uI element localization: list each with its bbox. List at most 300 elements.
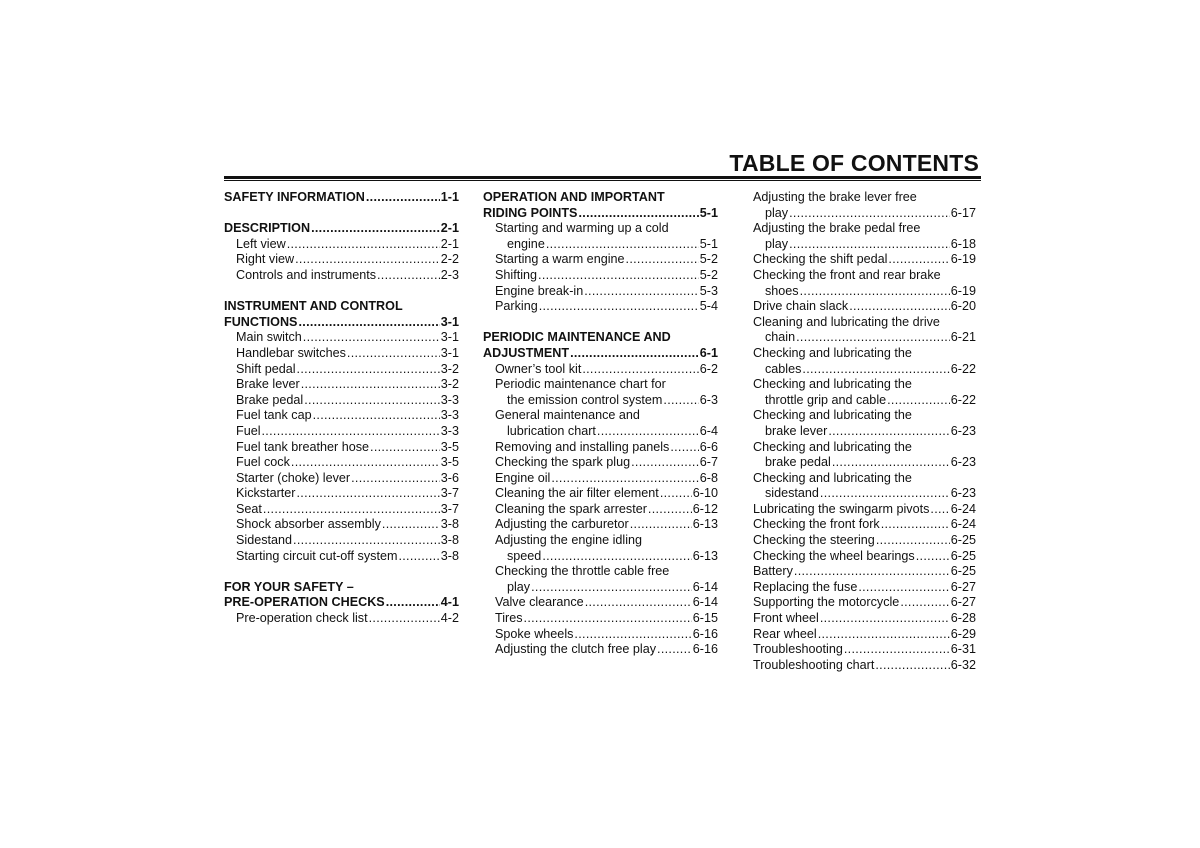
dot-leader bbox=[875, 658, 949, 674]
dot-leader bbox=[828, 424, 949, 440]
section-spacer bbox=[483, 315, 718, 331]
dot-leader bbox=[351, 471, 440, 487]
toc-page-number: 1-1 bbox=[440, 190, 459, 204]
toc-entry-title: Fuel tank breather hose bbox=[236, 439, 370, 454]
toc-page-number: 2-3 bbox=[440, 267, 459, 282]
toc-entry bbox=[753, 268, 976, 284]
toc-page-number: 6-14 bbox=[692, 579, 718, 594]
dot-leader bbox=[900, 595, 949, 611]
dot-leader bbox=[916, 549, 950, 565]
toc-section-heading bbox=[224, 580, 459, 596]
dot-leader bbox=[657, 642, 692, 658]
toc-entry-title: Checking and lubricating the bbox=[753, 439, 912, 454]
toc-entry-title: Checking and lubricating the bbox=[753, 408, 912, 423]
toc-page-number: 6-13 bbox=[692, 517, 718, 532]
dot-leader bbox=[524, 611, 692, 627]
toc-page-number: 5-1 bbox=[699, 205, 718, 220]
dot-leader bbox=[584, 284, 699, 300]
toc-page-number: 6-23 bbox=[950, 423, 976, 438]
toc-entry bbox=[753, 502, 976, 518]
toc-entry bbox=[483, 221, 718, 237]
toc-entry-title: Controls and instruments bbox=[236, 267, 376, 282]
toc-entry-title: Troubleshooting bbox=[753, 642, 843, 657]
toc-entry-title: RIDING POINTS bbox=[483, 205, 578, 220]
toc-entry-title: Replacing the fuse bbox=[753, 579, 858, 594]
toc-entry-title: Left view bbox=[236, 236, 286, 251]
toc-page-number: 6-20 bbox=[950, 299, 976, 314]
toc-page-number: 6-16 bbox=[692, 626, 718, 641]
dot-leader bbox=[578, 206, 698, 222]
toc-page-number: 5-4 bbox=[699, 299, 718, 314]
toc-entry-title: sidestand bbox=[765, 486, 819, 501]
toc-section-heading bbox=[224, 315, 459, 331]
toc-page-number: 6-25 bbox=[950, 564, 976, 579]
toc-page-number: 3-1 bbox=[440, 330, 459, 345]
toc-page-number: 2-1 bbox=[440, 221, 459, 236]
toc-entry-title: Cleaning the air filter element bbox=[495, 486, 659, 501]
toc-entry bbox=[753, 299, 976, 315]
toc-entry-title: Starting and warming up a cold bbox=[495, 221, 669, 236]
toc-entry bbox=[224, 440, 459, 456]
toc-entry bbox=[753, 471, 976, 487]
toc-page-number: 6-23 bbox=[950, 455, 976, 470]
toc-entry bbox=[483, 533, 718, 549]
toc-entry bbox=[483, 268, 718, 284]
toc-page-number: 6-19 bbox=[950, 252, 976, 267]
toc-page-number: 2-2 bbox=[440, 252, 459, 267]
toc-entry-title: engine bbox=[507, 236, 545, 251]
toc-entry-title: Cleaning the spark arrester bbox=[495, 501, 647, 516]
toc-entry bbox=[483, 580, 718, 596]
dot-leader bbox=[298, 315, 439, 331]
toc-page-number: 6-2 bbox=[699, 361, 718, 376]
toc-entry bbox=[224, 611, 459, 627]
toc-entry bbox=[753, 346, 976, 362]
toc-entry-title: OPERATION AND IMPORTANT bbox=[483, 190, 665, 204]
toc-entry-title: Main switch bbox=[236, 330, 302, 345]
toc-entry-title: General maintenance and bbox=[495, 408, 640, 423]
toc-entry bbox=[483, 549, 718, 565]
dot-leader bbox=[311, 221, 440, 237]
toc-entry bbox=[483, 377, 718, 393]
toc-page-number: 5-2 bbox=[699, 252, 718, 267]
toc-entry-title: Starter (choke) lever bbox=[236, 470, 351, 485]
toc-entry bbox=[753, 580, 976, 596]
toc-entry-title: lubrication chart bbox=[507, 423, 596, 438]
section-spacer bbox=[224, 284, 459, 300]
toc-entry bbox=[753, 627, 976, 643]
toc-entry-title: Rear wheel bbox=[753, 626, 817, 641]
dot-leader bbox=[295, 252, 440, 268]
dot-leader bbox=[262, 424, 440, 440]
toc-entry-title: Right view bbox=[236, 252, 295, 267]
dot-leader bbox=[800, 284, 950, 300]
toc-entry-title: Pre-operation check list bbox=[236, 611, 368, 626]
toc-page-number: 5-2 bbox=[699, 267, 718, 282]
dot-leader bbox=[789, 237, 950, 253]
dot-leader bbox=[660, 486, 692, 502]
toc-entry-title: Fuel cock bbox=[236, 455, 290, 470]
dot-leader bbox=[818, 627, 950, 643]
toc-page-number: 4-1 bbox=[440, 595, 459, 610]
toc-page-number: 5-1 bbox=[699, 236, 718, 251]
toc-page-number: 6-31 bbox=[950, 642, 976, 657]
toc-entry bbox=[753, 377, 976, 393]
toc-entry bbox=[224, 346, 459, 362]
toc-page-number: 5-3 bbox=[699, 283, 718, 298]
toc-entry bbox=[753, 440, 976, 456]
dot-leader bbox=[582, 362, 698, 378]
dot-leader bbox=[570, 346, 699, 362]
toc-page-number: 6-8 bbox=[699, 470, 718, 485]
toc-page-number: 3-8 bbox=[440, 548, 459, 563]
toc-entry-title: play bbox=[765, 236, 789, 251]
toc-page-number: 3-5 bbox=[440, 439, 459, 454]
toc-page-number: 6-18 bbox=[950, 236, 976, 251]
toc-page-number: 6-10 bbox=[692, 486, 718, 501]
toc-entry bbox=[224, 408, 459, 424]
toc-page-number: 6-12 bbox=[692, 501, 718, 516]
toc-page-number: 6-24 bbox=[950, 501, 976, 516]
toc-entry bbox=[753, 284, 976, 300]
toc-entry bbox=[224, 377, 459, 393]
toc-entry bbox=[753, 517, 976, 533]
toc-entry-title: Checking the steering bbox=[753, 533, 875, 548]
toc-page-number: 6-22 bbox=[950, 392, 976, 407]
toc-page-number: 3-2 bbox=[440, 377, 459, 392]
toc-section-heading bbox=[483, 206, 718, 222]
toc-entry-title: Spoke wheels bbox=[495, 626, 574, 641]
toc-entry-title: play bbox=[507, 579, 531, 594]
toc-entry-title: Engine oil bbox=[495, 470, 551, 485]
toc-page-number: 6-27 bbox=[950, 595, 976, 610]
toc-entry bbox=[224, 424, 459, 440]
toc-page-number: 6-16 bbox=[692, 642, 718, 657]
toc-entry bbox=[483, 424, 718, 440]
toc-page-number: 6-7 bbox=[699, 455, 718, 470]
toc-page-number: 2-1 bbox=[440, 236, 459, 251]
dot-leader bbox=[398, 549, 439, 565]
dot-leader bbox=[574, 627, 691, 643]
dot-leader bbox=[796, 330, 950, 346]
toc-entry bbox=[483, 362, 718, 378]
toc-entry-title: Cleaning and lubricating the drive bbox=[753, 314, 940, 329]
toc-entry bbox=[483, 393, 718, 409]
toc-entry-title: Starting a warm engine bbox=[495, 252, 625, 267]
dot-leader bbox=[369, 611, 440, 627]
toc-section-heading bbox=[483, 190, 718, 206]
toc-entry-title: Shift pedal bbox=[236, 361, 296, 376]
dot-leader bbox=[347, 346, 440, 362]
toc-page-number: 6-25 bbox=[950, 533, 976, 548]
toc-page-number: 3-7 bbox=[440, 486, 459, 501]
toc-entry-title: Checking and lubricating the bbox=[753, 470, 912, 485]
dot-leader bbox=[303, 330, 440, 346]
toc-entry-title: cables bbox=[765, 361, 802, 376]
toc-page-number: 6-13 bbox=[692, 548, 718, 563]
toc-section-heading bbox=[224, 595, 459, 611]
dot-leader bbox=[832, 455, 950, 471]
dot-leader bbox=[313, 408, 440, 424]
dot-leader bbox=[287, 237, 440, 253]
toc-entry-title: Kickstarter bbox=[236, 486, 296, 501]
toc-entry bbox=[224, 362, 459, 378]
toc-entry-title: Checking the spark plug bbox=[495, 455, 631, 470]
toc-entry bbox=[224, 252, 459, 268]
toc-entry-title: Checking the front fork bbox=[753, 517, 880, 532]
toc-entry bbox=[483, 471, 718, 487]
toc-page-number: 6-25 bbox=[950, 548, 976, 563]
dot-leader bbox=[789, 206, 950, 222]
toc-page-number: 6-14 bbox=[692, 595, 718, 610]
toc-entry bbox=[483, 595, 718, 611]
toc-entry-title: Checking the shift pedal bbox=[753, 252, 888, 267]
toc-entry bbox=[753, 237, 976, 253]
toc-entry-title: Shock absorber assembly bbox=[236, 517, 381, 532]
dot-leader bbox=[546, 237, 699, 253]
toc-entry-title: FOR YOUR SAFETY – bbox=[224, 579, 354, 594]
dot-leader bbox=[802, 362, 949, 378]
toc-entry-title: ADJUSTMENT bbox=[483, 345, 570, 360]
toc-entry-title: Engine break-in bbox=[495, 283, 584, 298]
toc-entry-title: Valve clearance bbox=[495, 595, 584, 610]
toc-page-number: 6-4 bbox=[699, 423, 718, 438]
toc-entry bbox=[483, 252, 718, 268]
toc-entry-title: SAFETY INFORMATION bbox=[224, 190, 365, 204]
toc-entry-title: Starting circuit cut-off system bbox=[236, 548, 398, 563]
toc-column-1 bbox=[224, 190, 459, 627]
toc-page-number: 6-28 bbox=[950, 611, 976, 626]
toc-entry-title: Parking bbox=[495, 299, 538, 314]
dot-leader bbox=[820, 611, 950, 627]
dot-leader bbox=[648, 502, 692, 518]
toc-entry-title: Front wheel bbox=[753, 611, 819, 626]
dot-leader bbox=[663, 393, 698, 409]
dot-leader bbox=[301, 377, 440, 393]
toc-page-number: 3-1 bbox=[440, 314, 459, 329]
dot-leader bbox=[630, 517, 692, 533]
toc-entry-title: PRE-OPERATION CHECKS bbox=[224, 595, 385, 610]
dot-leader bbox=[849, 299, 950, 315]
toc-page-number: 3-2 bbox=[440, 361, 459, 376]
toc-entry bbox=[753, 315, 976, 331]
toc-entry-title: Drive chain slack bbox=[753, 299, 849, 314]
toc-page-number: 6-3 bbox=[699, 392, 718, 407]
toc-entry-title: Handlebar switches bbox=[236, 345, 346, 360]
toc-entry-title: Adjusting the carburetor bbox=[495, 517, 629, 532]
toc-entry-title: chain bbox=[765, 330, 796, 345]
toc-entry bbox=[753, 549, 976, 565]
dot-leader bbox=[844, 642, 950, 658]
toc-page-number: 3-8 bbox=[440, 517, 459, 532]
toc-section-heading bbox=[483, 330, 718, 346]
toc-section-heading bbox=[224, 299, 459, 315]
toc-entry-title: Sidestand bbox=[236, 533, 293, 548]
dot-leader bbox=[293, 533, 440, 549]
dot-leader bbox=[296, 486, 439, 502]
toc-entry-title: shoes bbox=[765, 283, 799, 298]
toc-page-number: 6-17 bbox=[950, 205, 976, 220]
toc-entry bbox=[753, 408, 976, 424]
toc-entry-title: DESCRIPTION bbox=[224, 221, 311, 236]
toc-entry-title: Checking the throttle cable free bbox=[495, 564, 670, 579]
toc-entry bbox=[224, 330, 459, 346]
toc-entry bbox=[753, 658, 976, 674]
toc-column-2 bbox=[483, 190, 718, 658]
dot-leader bbox=[551, 471, 698, 487]
toc-entry bbox=[224, 533, 459, 549]
dot-leader bbox=[297, 362, 440, 378]
toc-entry-title: Periodic maintenance chart for bbox=[495, 377, 666, 392]
toc-entry-title: speed bbox=[507, 548, 542, 563]
toc-entry-title: Removing and installing panels bbox=[495, 439, 670, 454]
toc-page-number: 6-6 bbox=[699, 439, 718, 454]
dot-leader bbox=[263, 502, 440, 518]
toc-entry bbox=[224, 393, 459, 409]
toc-entry-title: Adjusting the clutch free play bbox=[495, 642, 657, 657]
toc-entry bbox=[483, 455, 718, 471]
toc-entry-title: brake lever bbox=[765, 423, 828, 438]
toc-entry-title: FUNCTIONS bbox=[224, 314, 298, 329]
toc-entry bbox=[224, 471, 459, 487]
toc-entry-title: Checking the front and rear brake bbox=[753, 267, 941, 282]
toc-entry bbox=[224, 455, 459, 471]
toc-entry bbox=[483, 299, 718, 315]
toc-page-number: 6-23 bbox=[950, 486, 976, 501]
toc-page-number: 3-5 bbox=[440, 455, 459, 470]
toc-entry bbox=[753, 455, 976, 471]
dot-leader bbox=[670, 440, 698, 456]
toc-entry bbox=[483, 408, 718, 424]
toc-entry bbox=[753, 330, 976, 346]
toc-entry bbox=[753, 190, 976, 206]
dot-leader bbox=[631, 455, 699, 471]
toc-entry-title: Shifting bbox=[495, 267, 538, 282]
toc-entry-title: Adjusting the brake lever free bbox=[753, 190, 917, 204]
dot-leader bbox=[794, 564, 950, 580]
toc-entry bbox=[224, 517, 459, 533]
toc-entry bbox=[224, 268, 459, 284]
toc-entry bbox=[753, 252, 976, 268]
toc-entry bbox=[753, 564, 976, 580]
toc-page-number: 4-2 bbox=[440, 611, 459, 626]
toc-page-number: 3-7 bbox=[440, 501, 459, 516]
dot-leader bbox=[626, 252, 699, 268]
toc-column-3 bbox=[753, 190, 976, 673]
toc-entry bbox=[483, 642, 718, 658]
toc-entry bbox=[224, 502, 459, 518]
dot-leader bbox=[881, 517, 950, 533]
toc-entry-title: Owner’s tool kit bbox=[495, 361, 582, 376]
toc-page-number: 6-24 bbox=[950, 517, 976, 532]
toc-page-number: 6-15 bbox=[692, 611, 718, 626]
toc-entry-title: Fuel tank cap bbox=[236, 408, 312, 423]
toc-page-number: 3-3 bbox=[440, 408, 459, 423]
dot-leader bbox=[887, 393, 950, 409]
toc-entry-title: Brake pedal bbox=[236, 392, 304, 407]
dot-leader bbox=[531, 580, 692, 596]
toc-entry-title: brake pedal bbox=[765, 455, 831, 470]
toc-entry bbox=[483, 284, 718, 300]
toc-entry bbox=[224, 486, 459, 502]
toc-entry bbox=[753, 362, 976, 378]
toc-page-number: 3-3 bbox=[440, 392, 459, 407]
section-spacer bbox=[224, 564, 459, 580]
toc-section-heading bbox=[224, 221, 459, 237]
page-title: TABLE OF CONTENTS bbox=[729, 150, 979, 176]
toc-page-number: 6-1 bbox=[699, 345, 718, 360]
toc-entry-title: throttle grip and cable bbox=[765, 392, 887, 407]
toc-entry bbox=[224, 549, 459, 565]
toc-entry-title: Adjusting the brake pedal free bbox=[753, 221, 921, 236]
toc-section-heading bbox=[224, 190, 459, 206]
dot-leader bbox=[377, 268, 440, 284]
toc-entry bbox=[483, 237, 718, 253]
dot-leader bbox=[539, 299, 699, 315]
toc-entry bbox=[753, 486, 976, 502]
toc-entry-title: Supporting the motorcycle bbox=[753, 595, 900, 610]
toc-entry bbox=[753, 221, 976, 237]
dot-leader bbox=[858, 580, 949, 596]
toc-entry bbox=[483, 440, 718, 456]
dot-leader bbox=[538, 268, 699, 284]
toc-entry bbox=[483, 517, 718, 533]
toc-section-heading bbox=[483, 346, 718, 362]
dot-leader bbox=[542, 549, 691, 565]
section-spacer bbox=[224, 206, 459, 222]
toc-entry-title: Seat bbox=[236, 501, 262, 516]
dot-leader bbox=[876, 533, 950, 549]
toc-entry bbox=[224, 237, 459, 253]
toc-entry-title: Lubricating the swingarm pivots bbox=[753, 501, 930, 516]
toc-entry bbox=[753, 642, 976, 658]
toc-page-number: 6-29 bbox=[950, 626, 976, 641]
toc-entry bbox=[483, 564, 718, 580]
dot-leader bbox=[597, 424, 699, 440]
toc-entry-title: play bbox=[765, 205, 789, 220]
toc-entry-title: Tires bbox=[495, 611, 523, 626]
toc-entry bbox=[753, 533, 976, 549]
dot-leader bbox=[585, 595, 692, 611]
toc-entry-title: Adjusting the engine idling bbox=[495, 533, 643, 548]
dot-leader bbox=[930, 502, 949, 518]
toc-entry bbox=[483, 611, 718, 627]
toc-entry-title: Checking and lubricating the bbox=[753, 345, 912, 360]
toc-entry-title: PERIODIC MAINTENANCE AND bbox=[483, 330, 671, 345]
toc-entry bbox=[753, 393, 976, 409]
toc-page-number: 6-32 bbox=[950, 657, 976, 672]
dot-leader bbox=[386, 595, 440, 611]
toc-page-number: 3-3 bbox=[440, 423, 459, 438]
toc-entry bbox=[483, 486, 718, 502]
dot-leader bbox=[304, 393, 440, 409]
toc-entry-title: the emission control system bbox=[507, 392, 663, 407]
toc-page-number: 3-1 bbox=[440, 345, 459, 360]
toc-entry-title: INSTRUMENT AND CONTROL bbox=[224, 299, 403, 314]
toc-entry-title: Fuel bbox=[236, 423, 261, 438]
toc-page-number: 6-19 bbox=[950, 283, 976, 298]
toc-entry-title: Troubleshooting chart bbox=[753, 657, 875, 672]
toc-entry-title: Battery bbox=[753, 564, 793, 579]
toc-entry bbox=[753, 611, 976, 627]
title-rule bbox=[224, 176, 981, 181]
toc-entry-title: Brake lever bbox=[236, 377, 300, 392]
dot-leader bbox=[366, 190, 440, 206]
toc-entry bbox=[753, 595, 976, 611]
dot-leader bbox=[291, 455, 440, 471]
dot-leader bbox=[888, 252, 949, 268]
toc-page-number: 6-22 bbox=[950, 361, 976, 376]
